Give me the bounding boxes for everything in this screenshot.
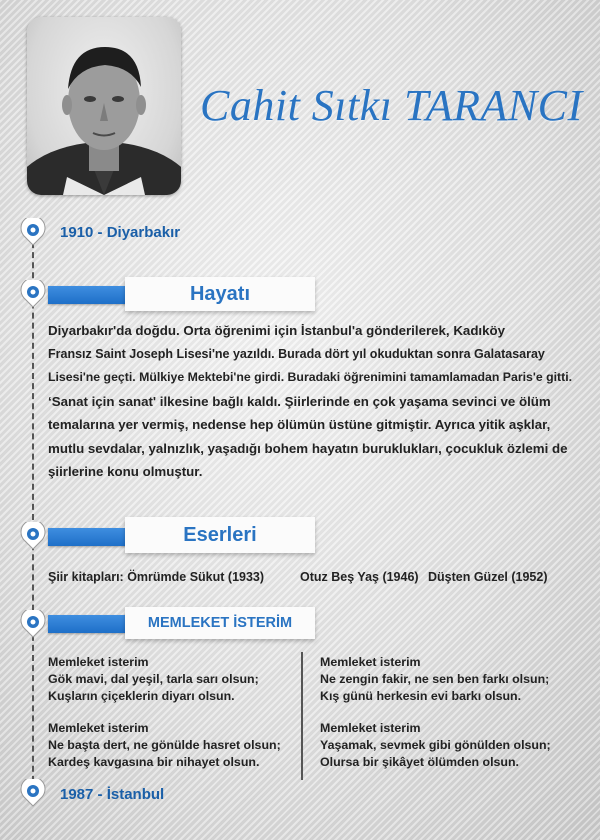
poem-line: Olursa bir şikâyet ölümden olsun. [320, 755, 519, 769]
poem-line: Kardeş kavgasına bir nihayet olsun. [48, 755, 260, 769]
column-divider [301, 652, 303, 780]
works-item: Düşten Güzel (1952) [428, 570, 548, 584]
poem-stanza [48, 654, 259, 705]
biography-line: Diyarbakır'da doğdu. Orta öğrenimi için İstanbul'a gönderilerek, Kadıköy [48, 323, 506, 338]
poem-line: Ne zengin fakir, ne sen ben farkı olsun; [320, 672, 550, 686]
poem-line: Memleket isterim [320, 655, 421, 669]
timeline-line [32, 232, 34, 802]
biography-line: Fransız Saint Joseph Lisesi'ne yazıldı. Burada dört yıl okuduktan sonra Galatasaray [48, 346, 545, 361]
section-title-poem: MEMLEKET İSTERİM [125, 607, 315, 639]
biography-line: Lisesi'ne geçti. Mülkiye Mektebi'ne girdi. Buradaki öğrenimini tamamlamadan Paris'e gitti. [48, 370, 573, 384]
section-title-eserleri: Eserleri [125, 517, 315, 553]
location-pin-icon [19, 522, 47, 550]
poem-line: Gök mavi, dal yeşil, tarla sarı olsun; [48, 672, 259, 686]
works-item: Otuz Beş Yaş (1946) [300, 570, 419, 584]
poet-name: Cahit Sıtkı TARANCI [200, 81, 583, 130]
location-pin-icon [19, 218, 47, 246]
poem-stanza [320, 654, 549, 705]
birth-year: 1910 - Diyarbakır [60, 224, 181, 241]
section-title-hayati: Hayatı [125, 277, 315, 311]
biography-line: şiirlerine konu olmuştur. [48, 464, 203, 479]
death-year: 1987 - İstanbul [60, 786, 165, 803]
location-pin-icon [19, 779, 47, 807]
poem-line: Memleket isterim [48, 655, 149, 669]
biography-line: temalarına yer vermiş, nedense hep ölümün üstüne gitmiştir. Ayrıca yitik aşklar, [48, 417, 551, 432]
poem-line: Ne başta dert, ne gönülde hasret olsun; [48, 738, 281, 752]
location-pin-icon [19, 610, 47, 638]
portrait-photo [27, 17, 181, 195]
poem-line: Memleket isterim [48, 721, 149, 735]
poem-stanza [48, 720, 281, 771]
biography-line: ‘Sanat için sanat' ilkesine bağlı kaldı. Şiirlerinde en çok yaşama sevinci ve ölüm [48, 393, 551, 409]
poem-line: Kış günü herkesin evi barkı olsun. [320, 689, 522, 703]
biography-line: mutlu sevdalar, yalnızlık, yaşadığı bohem hayatın buruklukları, çocukluk özlemi de [48, 440, 568, 456]
works-item: Şiir kitapları: Ömrümde Sükut (1933) [48, 570, 265, 584]
biography-text [48, 319, 588, 484]
poem-line: Memleket isterim [320, 721, 421, 735]
poem-line: Kuşların çiçeklerin diyarı olsun. [48, 689, 235, 703]
location-pin-icon [19, 280, 47, 308]
poem-stanza [320, 720, 551, 771]
poem-line: Yaşamak, sevmek gibi gönülden olsun; [320, 738, 551, 752]
